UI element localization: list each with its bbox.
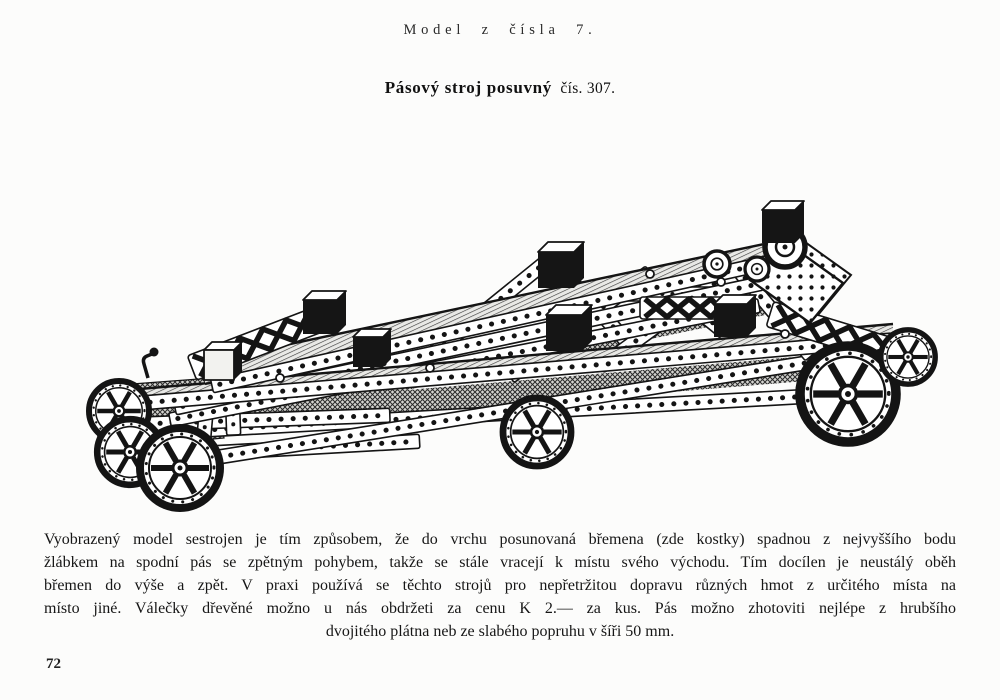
crank-handle (143, 348, 158, 379)
model-title: Pásový stroj posuvný (384, 78, 552, 97)
load-cube-lower-left (353, 329, 391, 367)
paragraph-line: břemen do výše a zpět. V praxi používá se těchto strojů pro nepřetržitou dopravu různých hmot z určitého místa na (44, 577, 956, 594)
paragraph-line: Vyobrazený model sestrojen je tím způsobem, že do vrchu posunovaná břemena (zde kostky) spadnou z nejvyššího bodu (44, 531, 956, 548)
paragraph-line: dvojitého plátna neb ze slabého popruhu v šíři 50 mm. (325, 623, 675, 640)
belt-idler (704, 251, 730, 277)
load-cube-upper (538, 242, 584, 288)
right-wheel-small (881, 330, 935, 384)
left-wheel-large (140, 428, 220, 508)
empty-cube (204, 342, 242, 380)
model-number: čís. 307. (560, 80, 616, 97)
middle-wheel (503, 398, 571, 466)
load-cube-lower-mid (546, 305, 592, 351)
idler-pulley (745, 257, 769, 281)
page-number: 72 (46, 656, 61, 672)
paragraph-line: žlábkem na spodní pás se zpětným pohybem, takže se stále vracejí k místu svého východu. Tím docílen je neustálý oběh (44, 554, 956, 571)
load-cube-apex (762, 201, 804, 243)
description-paragraph (44, 528, 956, 643)
page-header-title: Model z čísla 7. (403, 22, 597, 38)
load-cube-mid (303, 291, 346, 334)
conveyor-illustration (80, 172, 940, 517)
model-title-line (0, 78, 1000, 98)
paragraph-line: místo jiné. Válečky dřevěné možno u nás obdržeti za cenu K 2.— za kus. Pás možno zhotoviti nejlépe z hrubšího (44, 600, 956, 617)
load-cube-lower-right (714, 295, 756, 337)
